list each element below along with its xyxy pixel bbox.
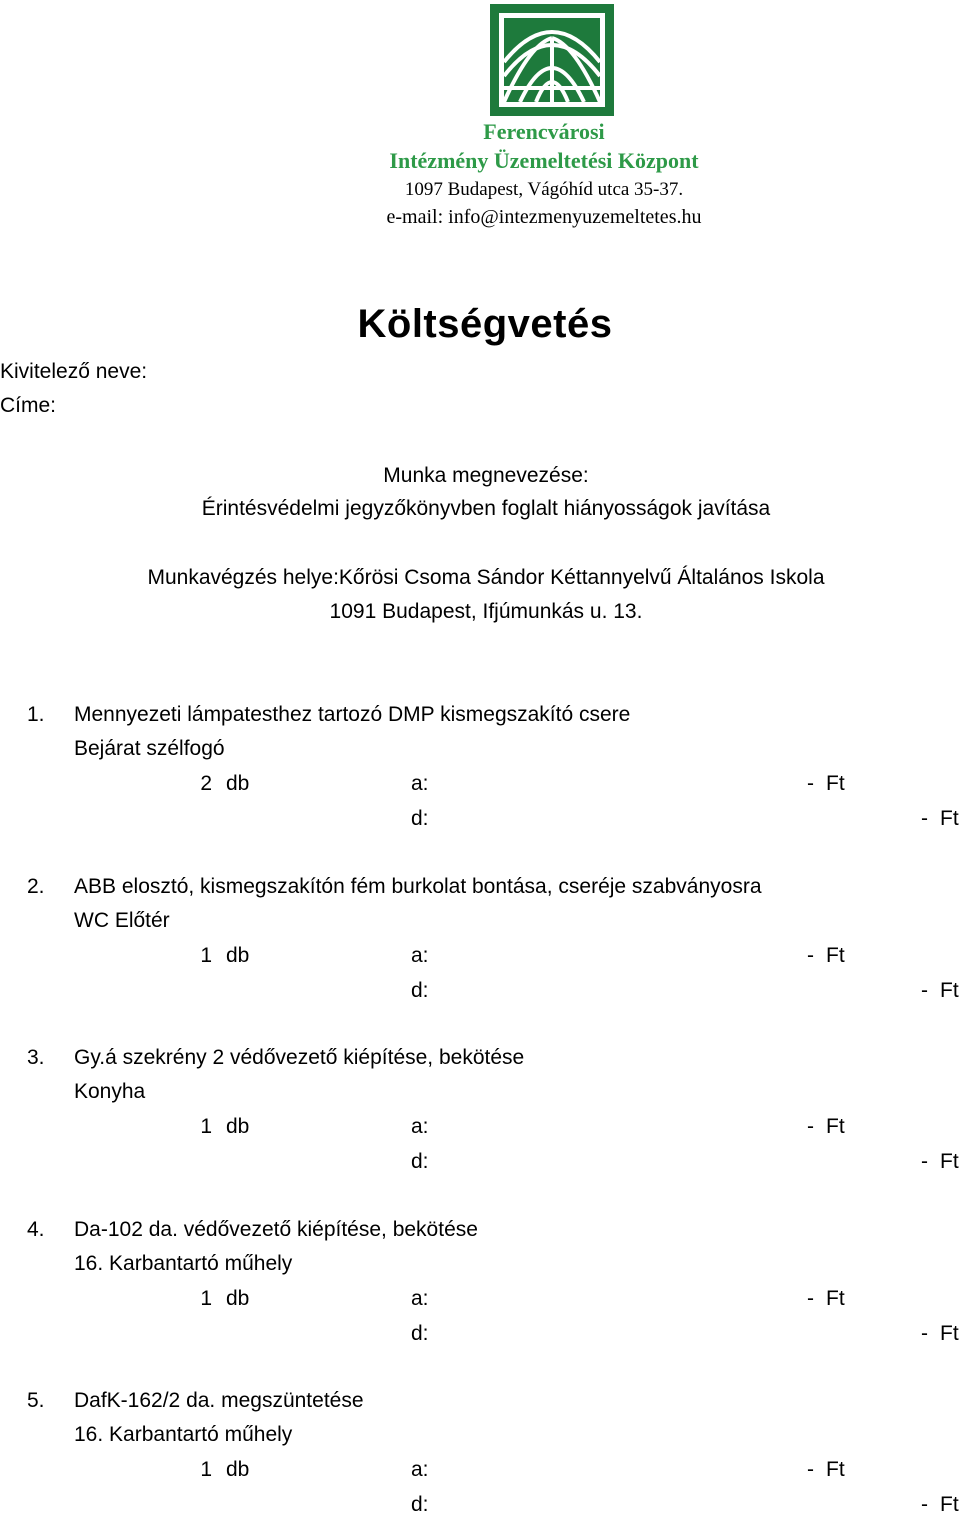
unit-price-currency: Ft xyxy=(826,1287,845,1310)
unit-price-currency: Ft xyxy=(826,1458,845,1481)
total-label: d: xyxy=(411,1150,429,1173)
item-location: Konyha xyxy=(74,1080,146,1103)
total-currency: Ft xyxy=(940,807,959,830)
item-number: 5. xyxy=(27,1389,45,1412)
total-label: d: xyxy=(411,1322,429,1345)
total-label: d: xyxy=(411,807,429,830)
total-label: d: xyxy=(411,979,429,1002)
contractor-name-label: Kivitelező neve: xyxy=(0,360,148,383)
unit-price-label: a: xyxy=(411,1115,429,1138)
total-currency: Ft xyxy=(940,1493,959,1516)
org-email: e-mail: info@intezmenyuzemeltetes.hu xyxy=(386,206,702,228)
item-description: DafK-162/2 da. megszüntetése xyxy=(74,1389,364,1412)
work-address: 1091 Budapest, Ifjúmunkás u. 13. xyxy=(329,600,643,623)
total-value: - xyxy=(921,1150,928,1173)
unit-price-value: - xyxy=(807,1115,814,1138)
document-title: Költségvetés xyxy=(357,302,613,346)
unit-price-label: a: xyxy=(411,1287,429,1310)
item-quantity: 1 xyxy=(200,1458,212,1481)
item-location: WC Előtér xyxy=(74,909,170,932)
item-quantity: 2 xyxy=(200,772,212,795)
total-value: - xyxy=(921,1493,928,1516)
work-name: Érintésvédelmi jegyzőkönyvben foglalt hiányosságok javítása xyxy=(201,497,771,520)
item-description: Gy.á szekrény 2 védővezető kiépítése, bekötése xyxy=(74,1046,525,1069)
unit-price-label: a: xyxy=(411,772,429,795)
item-number: 3. xyxy=(27,1046,45,1069)
unit-price-label: a: xyxy=(411,944,429,967)
total-value: - xyxy=(921,979,928,1002)
item-number: 1. xyxy=(27,703,45,726)
item-unit: db xyxy=(226,1287,250,1310)
total-currency: Ft xyxy=(940,979,959,1002)
total-value: - xyxy=(921,1322,928,1345)
org-name-line1: Ferencvárosi xyxy=(483,119,605,144)
org-address: 1097 Budapest, Vágóhíd utca 35-37. xyxy=(404,179,684,200)
contractor-address-label: Címe: xyxy=(0,394,57,417)
item-unit: db xyxy=(226,1115,250,1138)
total-value: - xyxy=(921,807,928,830)
work-name-label: Munka megnevezése: xyxy=(383,464,589,487)
item-description: Mennyezeti lámpatesthez tartozó DMP kismegszakító csere xyxy=(74,703,631,726)
unit-price-value: - xyxy=(807,1287,814,1310)
item-quantity: 1 xyxy=(200,944,212,967)
arch-logo-icon xyxy=(490,4,614,116)
item-number: 2. xyxy=(27,875,45,898)
item-quantity: 1 xyxy=(200,1287,212,1310)
unit-price-currency: Ft xyxy=(826,1115,845,1138)
item-location: 16. Karbantartó műhely xyxy=(74,1423,293,1446)
item-unit: db xyxy=(226,944,250,967)
item-location: Bejárat szélfogó xyxy=(74,737,225,760)
item-quantity: 1 xyxy=(200,1115,212,1138)
org-name-line2: Intézmény Üzemeltetési Központ xyxy=(389,148,699,173)
unit-price-currency: Ft xyxy=(826,944,845,967)
item-description: Da-102 da. védővezető kiépítése, bekötése xyxy=(74,1218,478,1241)
item-unit: db xyxy=(226,772,250,795)
unit-price-value: - xyxy=(807,1458,814,1481)
unit-price-value: - xyxy=(807,772,814,795)
work-location: Munkavégzés helye:Kőrösi Csoma Sándor Kéttannyelvű Általános Iskola xyxy=(147,566,825,589)
unit-price-label: a: xyxy=(411,1458,429,1481)
unit-price-value: - xyxy=(807,944,814,967)
unit-price-currency: Ft xyxy=(826,772,845,795)
total-currency: Ft xyxy=(940,1322,959,1345)
item-unit: db xyxy=(226,1458,250,1481)
item-description: ABB elosztó, kismegszakítón fém burkolat bontása, cseréje szabványosra xyxy=(74,875,762,898)
total-label: d: xyxy=(411,1493,429,1516)
item-location: 16. Karbantartó műhely xyxy=(74,1252,293,1275)
total-currency: Ft xyxy=(940,1150,959,1173)
item-number: 4. xyxy=(27,1218,45,1241)
